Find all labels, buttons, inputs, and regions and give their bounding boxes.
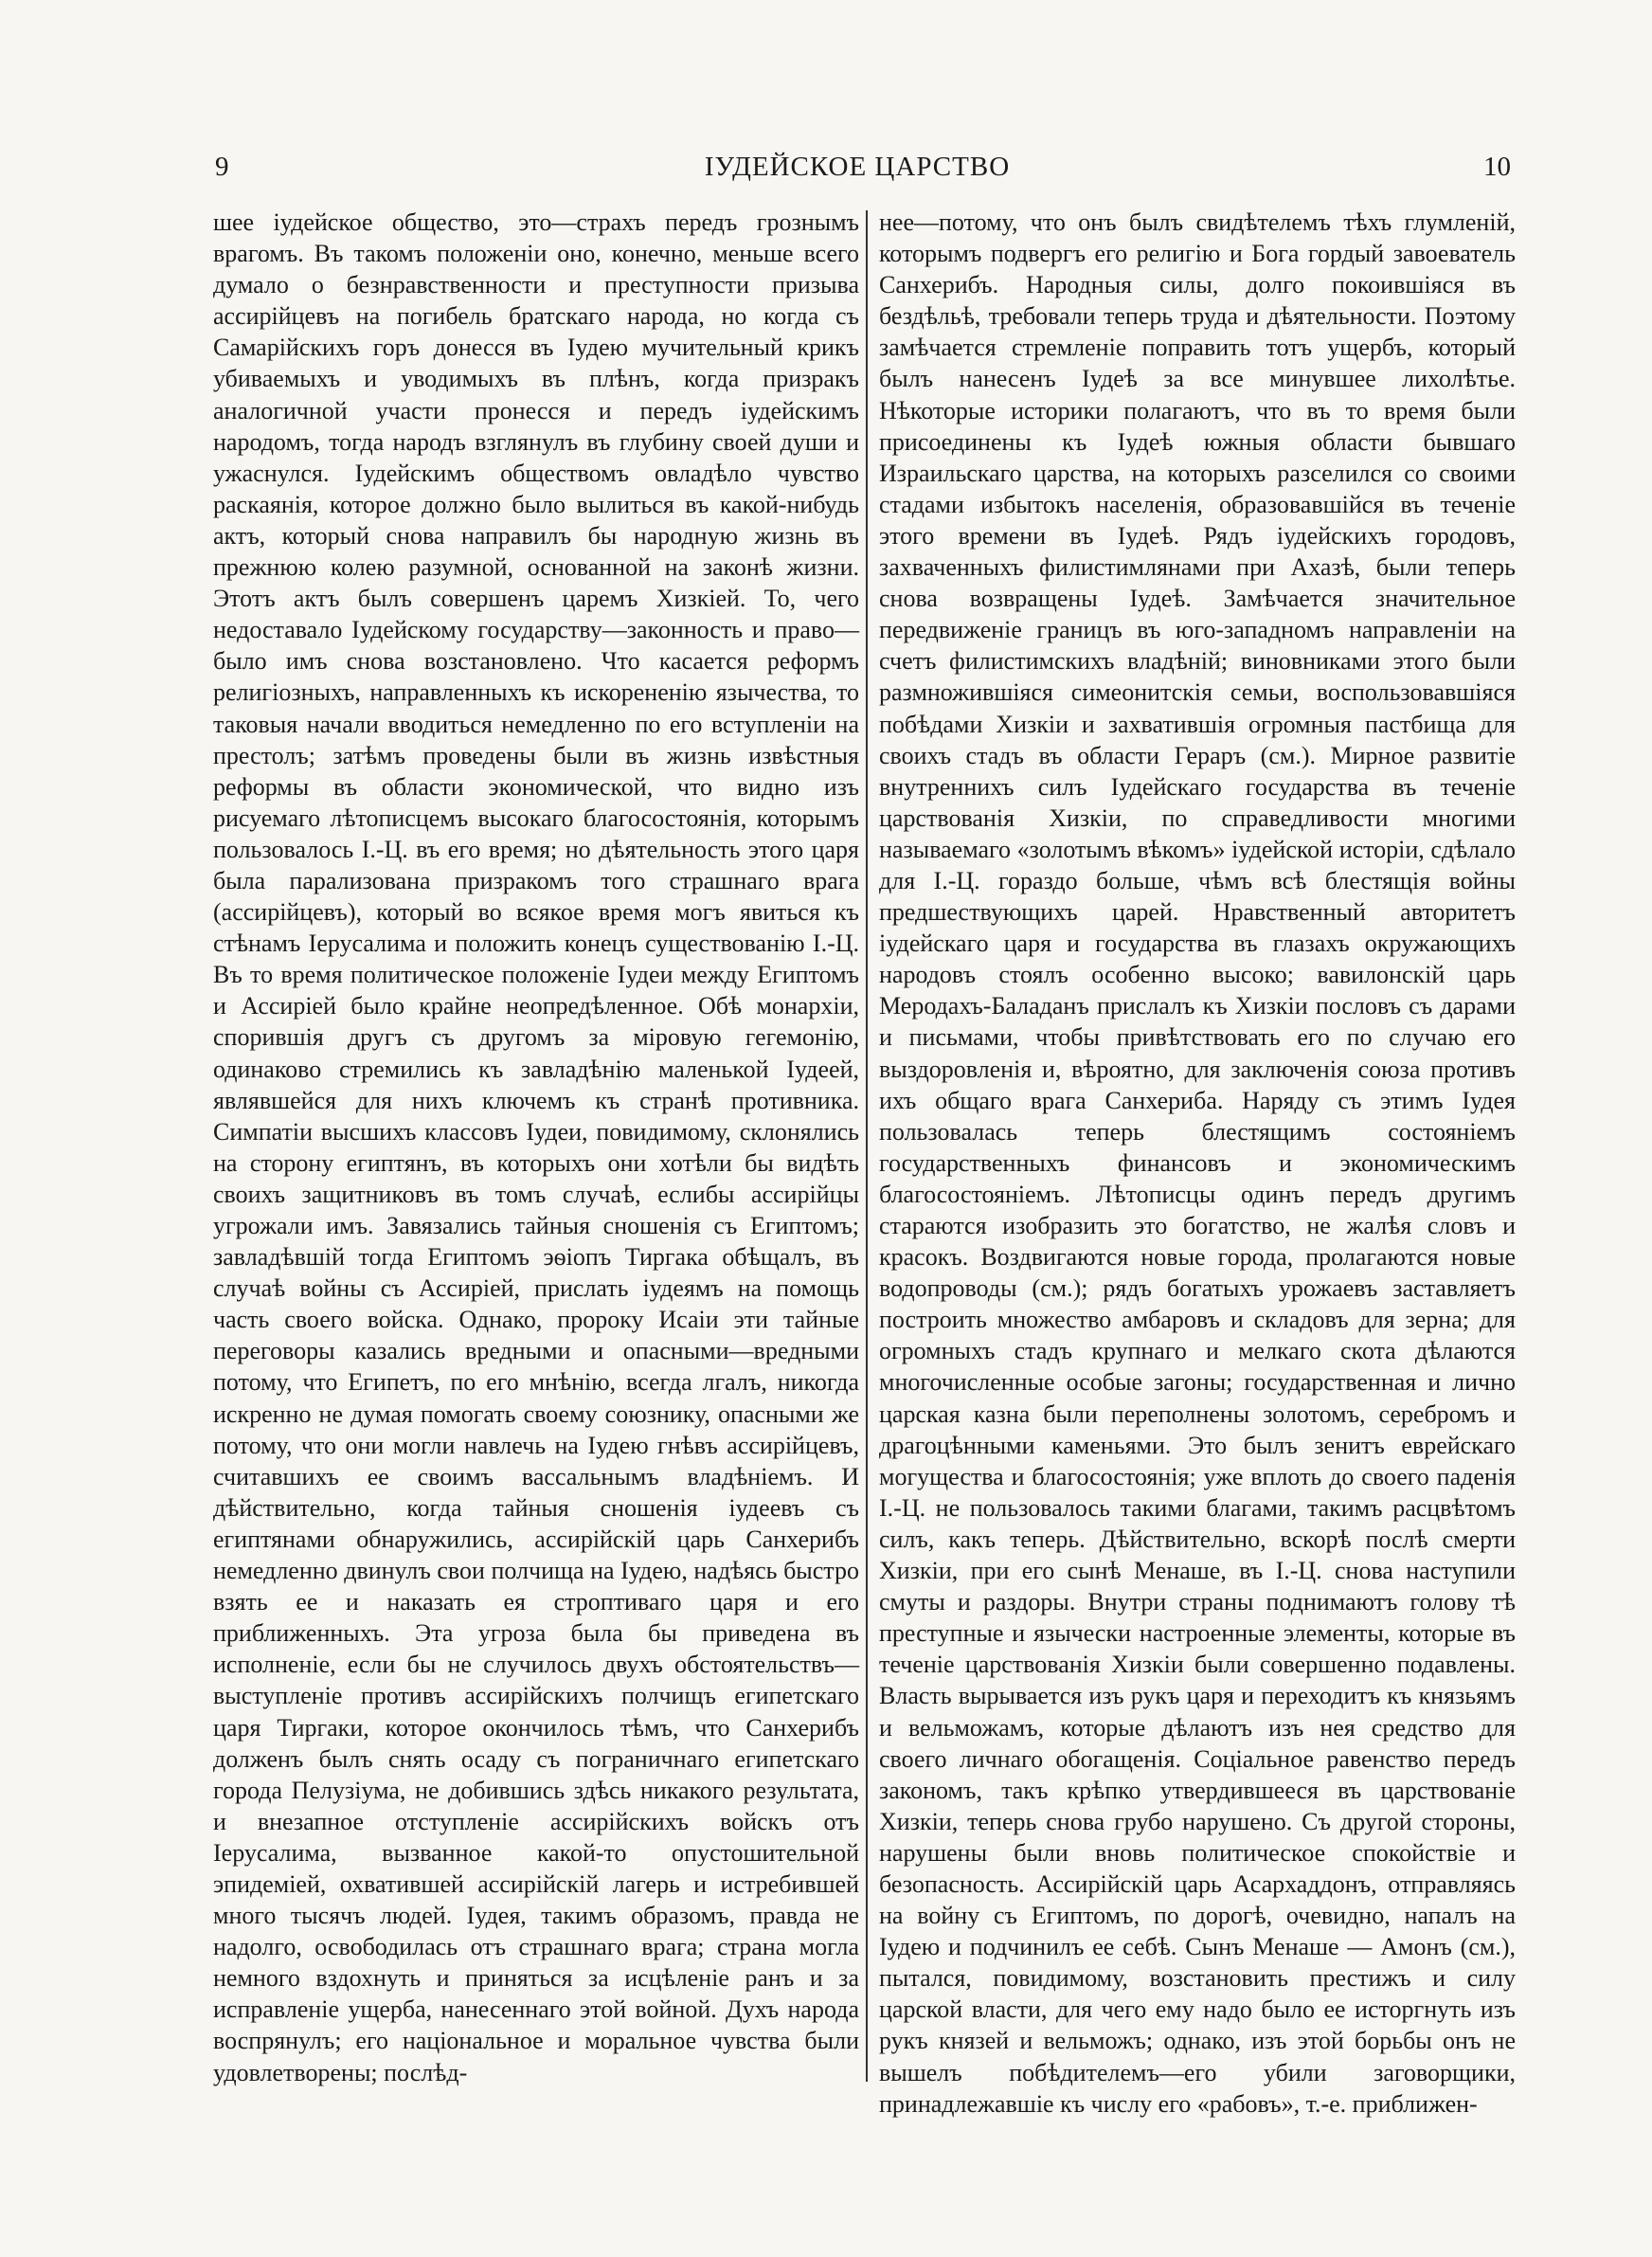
text-column-right (879, 207, 1516, 2118)
page-header (204, 152, 1511, 190)
running-title: ІУДЕЙСКОЕ ЦАРСТВО (704, 152, 1011, 182)
text-column-left (213, 207, 859, 2087)
column-divider (866, 210, 868, 2082)
left-column-text: шее іудейское общество, это—страхъ передъ грознымъ врагомъ. Въ такомъ положеніи оно, конечно, меньше всего думало о безнравственности и преступности призыва ассирійцевъ на погибель братскаго народа, но когда съ Самарійскихъ горъ донесся въ Іудею мучительный крикъ убиваемыхъ и уводимыхъ въ плѣнъ, когда призракъ аналогичной участи пронесся и передъ іудейскимъ народомъ, тогда народъ взглянулъ въ глубину своей души и ужаснулся. Іудейскимъ обществомъ овладѣло чувство раскаянія, которое должно было вылиться въ какой-нибудь актъ, который снова направилъ бы народную жизнь въ прежнюю колею разумной, основанной на законѣ жизни. Этотъ актъ былъ совершенъ царемъ Хизкіей. То, чего недоставало Іудейскому государству—законность и право—было имъ снова возстановлено. Что касается реформъ религіозныхъ, направленныхъ къ искорененію язычества, то таковыя начали вводиться немедленно по его вступленіи на престолъ; затѣмъ проведены были въ жизнь извѣстныя реформы въ области экономической, что видно изъ рисуемаго лѣтописцемъ высокаго благосостоянія, которымъ пользовалось І.-Ц. въ его время; но дѣятельность этого царя была парализована призракомъ того страшнаго врага (ассирійцевъ), который во всякое время могъ явиться къ стѣнамъ Іерусалима и положить конецъ существованію І.-Ц. Въ то время политическое положеніе Іудеи между Египтомъ и Ассиріей было крайне неопредѣленное. Обѣ монархіи, спорившія другъ съ другомъ за міровую гегемонію, одинаково стремились къ завладѣнію маленькой Іудеей, являвшейся для нихъ ключемъ къ странѣ противника. Симпатіи высшихъ классовъ Іудеи, повидимому, склонялись на сторону египтянъ, въ которыхъ они хотѣли бы видѣть своихъ защитниковъ въ томъ случаѣ, еслибы ассирійцы угрожали имъ. Завязались тайныя сношенія съ Египтомъ; завладѣвшій тогда Египтомъ эѳіопъ Тиргака обѣщалъ, въ случаѣ войны съ Ассиріей, прислать іудеямъ на помощь часть своего войска. Однако, пророку Исаіи эти тайные переговоры казались вредными и опасными—вредными потому, что Египетъ, по его мнѣнію, всегда лгалъ, никогда искренно не думая помогать своему союзнику, опасными же потому, что они могли навлечь на Іудею гнѣвъ ассирійцевъ, считавшихъ ее своимъ вассальнымъ владѣніемъ. И дѣйствительно, когда тайныя сношенія іудеевъ съ египтянами обнаружились, ассирійскій царь Санхерибъ немедленно двинулъ свои полчища на Іудею, надѣясь быстро взять ее и наказать ея строптиваго царя и его приближенныхъ. Эта угроза была бы приведена въ исполненіе, если бы не случилось двухъ обстоятельствъ—выступленіе противъ ассирійскихъ полчищъ египетскаго царя Тиргаки, которое окончилось тѣмъ, что Санхерибъ долженъ былъ снять осаду съ пограничнаго египетскаго города Пелузіума, не добившись здѣсь никакого результата, и внезапное отступленіе ассирійскихъ войскъ отъ Іерусалима, вызванное какой-то опустошительной эпидеміей, охватившей ассирійскій лагерь и истребившей много тысячъ людей. Іудея, такимъ образомъ, правда не надолго, освободилась отъ страшнаго врага; страна могла немного вздохнуть и приняться за исцѣленіе ранъ и за исправленіе ущерба, нанесеннаго этой войной. Духъ народа воспрянулъ; его національное и моральное чувства были удовлетворены; послѣд- (213, 208, 859, 2086)
page-number-right: 10 (1483, 152, 1511, 182)
right-column-text: нее—потому, что онъ былъ свидѣтелемъ тѣхъ глумленій, которымъ подвергъ его религію и Бога гордый завоеватель Санхерибъ. Народныя силы, долго покоившіяся въ бездѣльѣ, требовали теперь труда и дѣятельности. Поэтому замѣчается стремленіе поправить тотъ ущербъ, который былъ нанесенъ Іудеѣ за все минувшее лихолѣтье. Нѣкоторые историки полагаютъ, что въ то время были присоединены къ Іудеѣ южныя области бывшаго Израильскаго царства, на которыхъ разселился со своими стадами избытокъ населенія, образовавшійся въ теченіе этого времени въ Іудеѣ. Рядъ іудейскихъ городовъ, захваченныхъ филистимлянами при Ахазѣ, были теперь снова возвращены Іудеѣ. Замѣчается значительное передвиженіе границъ въ юго-западномъ направленіи на счетъ филистимскихъ владѣній; виновниками этого были размножившіяся симеонитскія семьи, воспользовавшіяся побѣдами Хизкіи и захватившія огромныя пастбища для своихъ стадъ въ области Гераръ (см.). Мирное развитіе внутреннихъ силъ Іудейскаго государства въ теченіе царствованія Хизкіи, по справедливости многими называемаго «золотымъ вѣкомъ» іудейской исторіи, сдѣлало для І.-Ц. гораздо больше, чѣмъ всѣ блестящія войны предшествующихъ царей. Нравственный авторитетъ іудейскаго царя и государства въ глазахъ окружающихъ народовъ стоялъ особенно высоко; вавилонскій царь Меродахъ-Баладанъ прислалъ къ Хизкіи пословъ съ дарами и письмами, чтобы привѣтствовать его по случаю его выздоровленія и, вѣроятно, для заключенія союза противъ ихъ общаго врага Санхериба. Наряду съ этимъ Іудея пользовалась теперь блестящимъ состояніемъ государственныхъ финансовъ и экономическимъ благосостояніемъ. Лѣтописцы одинъ передъ другимъ стараются изобразить это богатство, не жалѣя словъ и красокъ. Воздвигаются новые города, пролагаются новые водопроводы (см.); рядъ богатыхъ урожаевъ заставляетъ построить множество амбаровъ и складовъ для зерна; для огромныхъ стадъ крупнаго и мелкаго скота дѣлаются многочисленные особые загоны; государственная и лично царская казна были переполнены золотомъ, серебромъ и драгоцѣнными каменьями. Это былъ зенитъ еврейскаго могущества и благосостоянія; уже вплоть до своего паденія І.-Ц. не пользовалось такими благами, такимъ расцвѣтомъ силъ, какъ теперь. Дѣйствительно, вскорѣ послѣ смерти Хизкіи, при его сынѣ Менаше, въ І.-Ц. снова наступили смуты и раздоры. Внутри страны поднимаютъ голову тѣ преступные и язычески настроенные элементы, которые въ теченіе царствованія Хизкіи были совершенно подавлены. Власть вырывается изъ рукъ царя и переходитъ къ князьямъ и вельможамъ, которые дѣлаютъ изъ нея средство для своего личнаго обогащенія. Соціальное равенство передъ закономъ, такъ крѣпко утвердившееся въ царствованіе Хизкіи, теперь снова грубо нарушено. Съ другой стороны, нарушены были вновь политическое спокойствіе и безопасность. Ассирійскій царь Асархаддонъ, отправляясь на войну съ Египтомъ, по дорогѣ, очевидно, напалъ на Іудею и подчинилъ ее себѣ. Сынъ Менаше — Амонъ (см.), пытался, повидимому, возстановить престижъ и силу царской власти, для чего ему надо было ее исторгнуть изъ рукъ князей и вельможъ; однако, изъ этой борьбы онъ не вышелъ побѣдителемъ—его убили заговорщики, принадлежавшіе къ числу его «рабовъ», т.-е. приближен- (879, 208, 1516, 2118)
page-number-left: 9 (215, 152, 229, 182)
